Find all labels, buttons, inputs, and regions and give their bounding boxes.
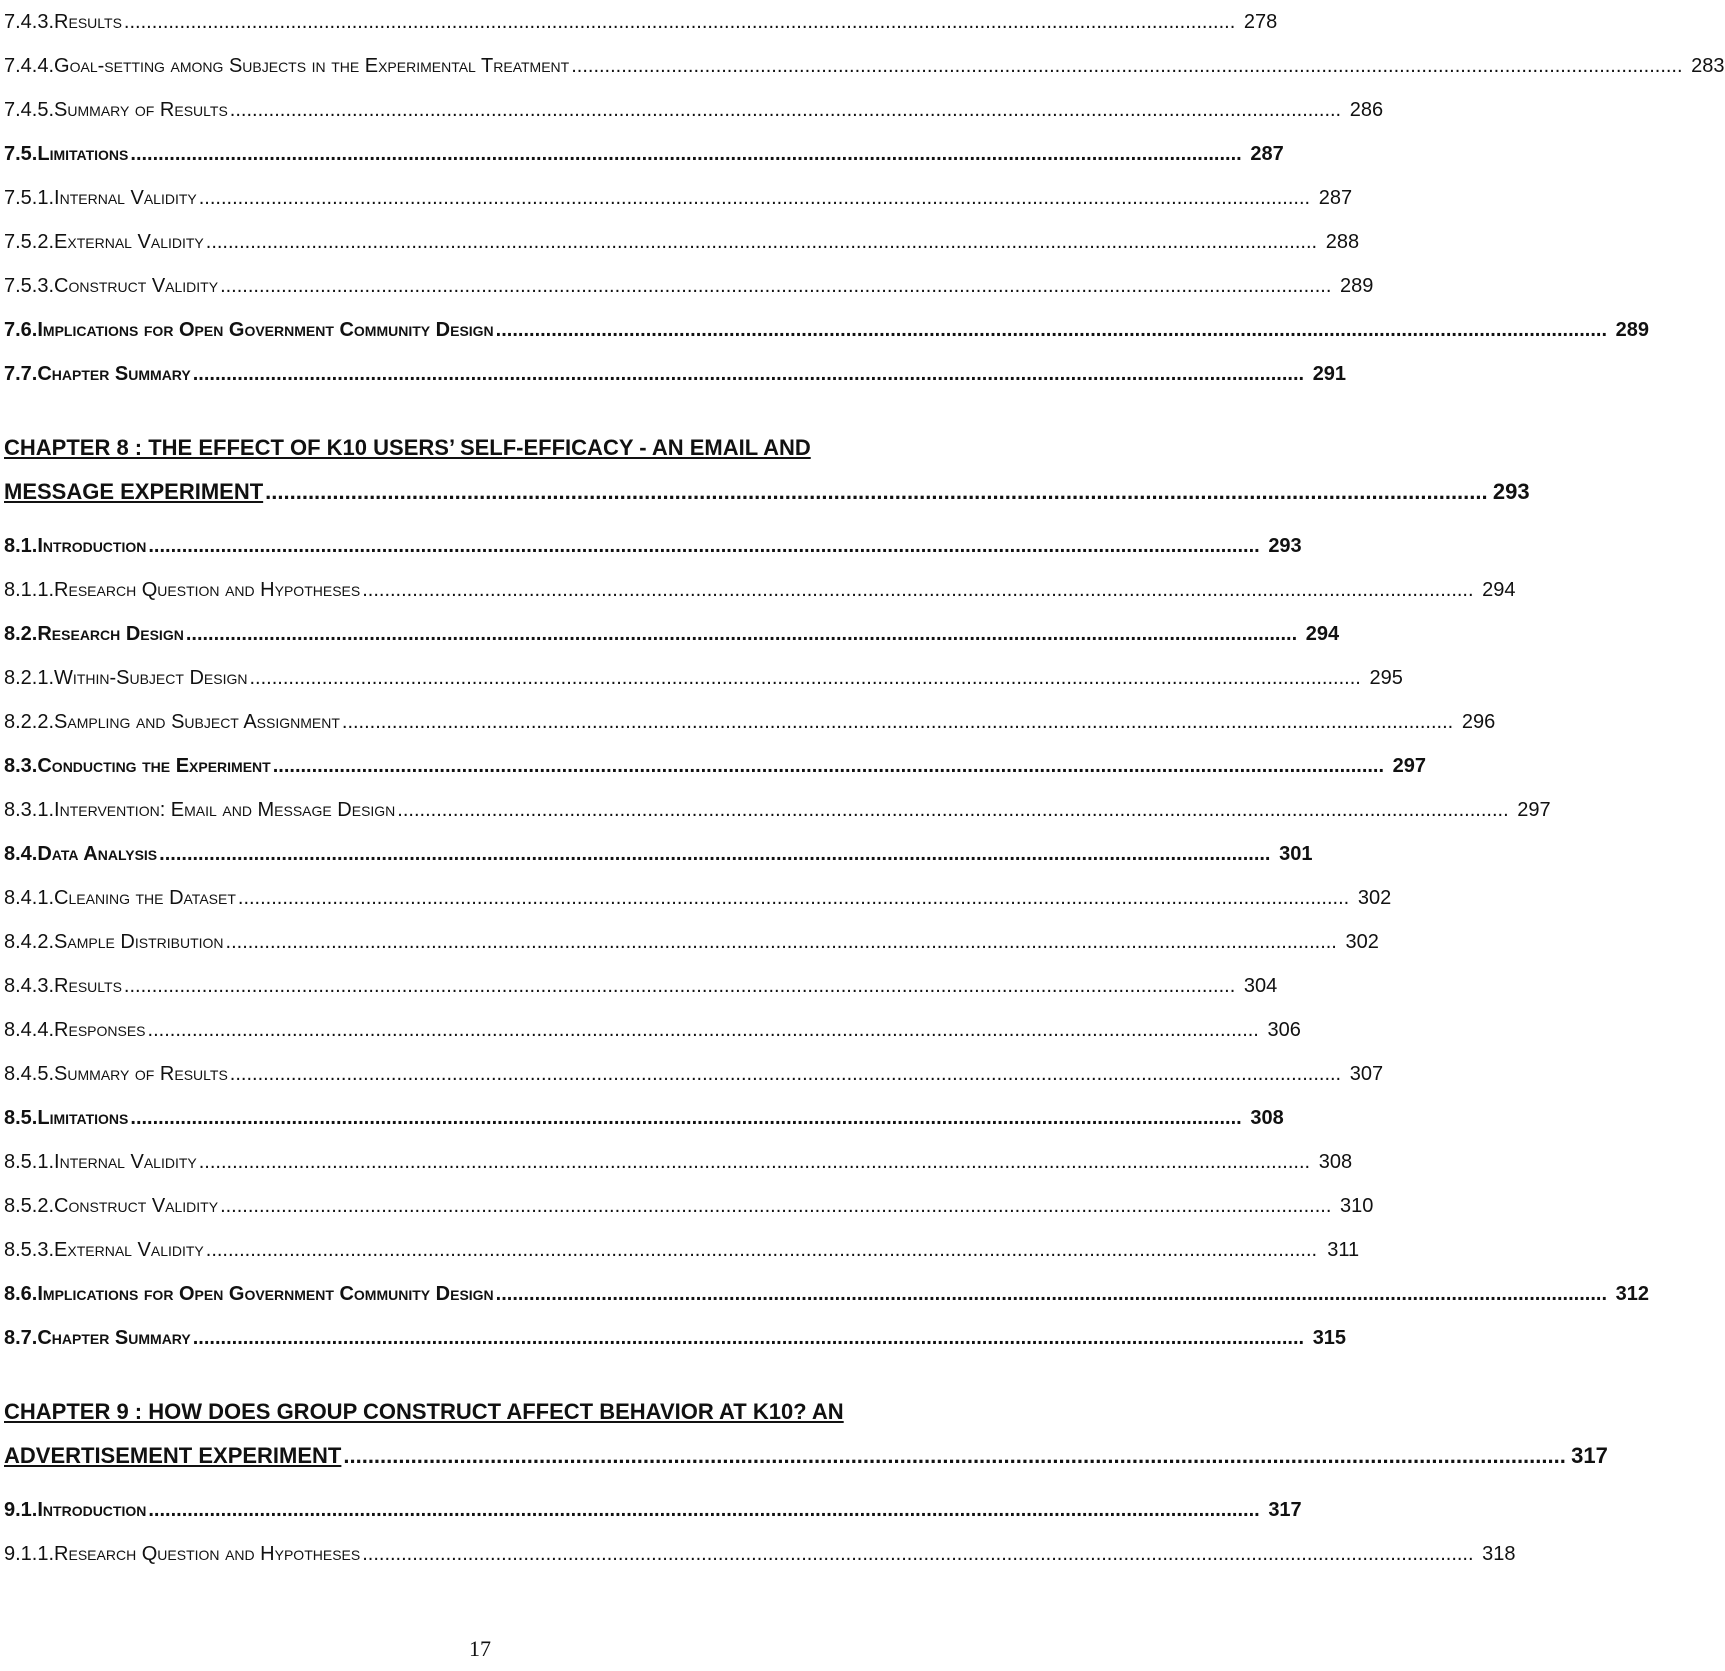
toc-entry[interactable] — [4, 1228, 1360, 1272]
toc-entry[interactable] — [4, 1316, 1347, 1360]
page-ref: 295 — [1369, 667, 1403, 689]
dot-leader: ........................................................................................................................................................................................................ — [198, 187, 1311, 209]
dot-leader: ........................................................................................................................................................................................................ — [192, 1327, 1305, 1349]
section-number: 7.4.4. — [4, 55, 55, 77]
page-ref: 283 — [1691, 55, 1725, 77]
section-title: Internal Validity — [54, 1151, 197, 1173]
toc-entry[interactable] — [4, 1140, 1353, 1184]
dot-leader: ........................................................................................................................................................................................................ — [220, 275, 1332, 297]
page-ref: 302 — [1345, 931, 1379, 953]
page-ref: 289 — [1340, 275, 1374, 297]
section-title: Introduction — [37, 535, 147, 557]
chapter-8-title-line1[interactable]: CHAPTER 8 : THE EFFECT OF K10 USERS’ SELF-EFFICACY - AN EMAIL AND — [4, 435, 811, 460]
dot-leader: ........................................................................................................................................................................................................ — [148, 1499, 1260, 1521]
dot-leader: ........................................................................................................................................................................................................ — [225, 931, 1337, 953]
section-number: 8.4.1. — [4, 887, 55, 909]
section-title: Sample Distribution — [54, 931, 224, 953]
section-title: Summary of Results — [54, 99, 228, 121]
toc-entry[interactable] — [4, 352, 1347, 396]
toc-entry[interactable] — [4, 832, 1313, 876]
toc-entry[interactable] — [4, 220, 1360, 264]
section-title: Summary of Results — [54, 1063, 228, 1085]
dot-leader: ........................................................................................................................................................................................................ — [495, 1283, 1607, 1305]
dot-leader: ........................................................................................................................................................................................................ — [192, 363, 1305, 385]
page-ref: 286 — [1349, 99, 1384, 121]
page-ref: 308 — [1250, 1107, 1284, 1129]
page-ref: 287 — [1318, 187, 1353, 209]
chapter-title: MESSAGE EXPERIMENT — [4, 479, 264, 504]
section-number: 8.5. — [4, 1107, 38, 1129]
toc-group-chapter-9 — [4, 1488, 1516, 1576]
section-number: 8.5.2. — [4, 1195, 55, 1217]
section-number: 7.5.3. — [4, 275, 55, 297]
dot-leader: ........................................................................................................................................................................................................ — [341, 711, 1454, 733]
section-title: Chapter Summary — [37, 1327, 191, 1349]
dot-leader: ........................................................................................................................................................................................................ — [362, 579, 1474, 601]
page-ref: 317 — [1571, 1443, 1608, 1468]
dot-leader: ........................................................................................................................................................................................................ — [130, 1107, 1242, 1129]
section-number: 8.6. — [4, 1283, 38, 1305]
page-ref: 294 — [1305, 623, 1340, 645]
section-number: 8.2.2. — [4, 711, 55, 733]
section-title: Construct Validity — [54, 1195, 219, 1217]
page-ref: 294 — [1482, 579, 1516, 601]
section-title: Limitations — [37, 1107, 129, 1129]
toc-entry[interactable] — [4, 700, 1496, 744]
section-number: 7.5. — [4, 143, 38, 165]
chapter-8-heading[interactable] — [4, 426, 1530, 514]
page-ref: 318 — [1482, 1543, 1516, 1565]
toc-entry[interactable] — [4, 964, 1278, 1008]
page-ref: 315 — [1312, 1327, 1347, 1349]
dot-leader: ........................................................................................................................................................................................................ — [159, 843, 1271, 865]
section-number: 8.4.2. — [4, 931, 55, 953]
section-number: 8.4.4. — [4, 1019, 55, 1041]
section-number: 8.4.5. — [4, 1063, 55, 1085]
section-number: 8.1. — [4, 535, 38, 557]
page-ref: 287 — [1250, 143, 1284, 165]
section-number: 7.6. — [4, 319, 38, 341]
section-title: Results — [54, 975, 122, 997]
toc-entry[interactable] — [4, 0, 1278, 44]
chapter-9-title-line2[interactable] — [4, 1434, 1608, 1478]
section-number: 7.5.2. — [4, 231, 55, 253]
chapter-8-title-line2[interactable] — [4, 470, 1530, 514]
section-title: Goal-setting among Subjects in the Experimental Treatment — [54, 55, 570, 77]
toc-entry[interactable] — [4, 1052, 1384, 1096]
toc-entry[interactable] — [4, 308, 1649, 352]
toc-entry[interactable] — [4, 876, 1392, 920]
section-title: Construct Validity — [54, 275, 219, 297]
section-title: Intervention: Email and Message Design — [54, 799, 396, 821]
page-ref: 297 — [1392, 755, 1427, 777]
section-title: Conducting the Experiment — [37, 755, 271, 777]
dot-leader: ........................................................................................................................................................................................................ — [205, 1239, 1318, 1261]
section-title: External Validity — [54, 1239, 204, 1261]
section-title: Implications for Open Government Community Design — [37, 1283, 494, 1305]
toc-entry[interactable] — [4, 1488, 1302, 1532]
toc-entry[interactable] — [4, 176, 1353, 220]
page-ref: 288 — [1325, 231, 1360, 253]
toc-entry[interactable] — [4, 88, 1384, 132]
section-number: 8.3. — [4, 755, 38, 777]
page-ref: 301 — [1279, 843, 1313, 865]
dot-leader: ........................................................................................................................................................................................................ — [130, 143, 1242, 165]
dot-leader: ........................................................................................................................................................................................................ — [272, 755, 1385, 777]
section-number: 7.7. — [4, 363, 38, 385]
dot-leader: ........................................................................................................................................................................................................ — [571, 55, 1683, 77]
dot-leader: ........................................................................................................................................................................................................ — [229, 1063, 1342, 1085]
toc-entry[interactable] — [4, 524, 1302, 568]
page-ref: 312 — [1615, 1283, 1649, 1305]
toc-group-chapter-7 — [4, 0, 1725, 396]
toc-entry[interactable] — [4, 568, 1516, 612]
section-number: 8.5.1. — [4, 1151, 55, 1173]
section-title: Research Design — [37, 623, 184, 645]
section-number: 8.4. — [4, 843, 38, 865]
toc-entry[interactable] — [4, 1184, 1374, 1228]
section-title: Responses — [54, 1019, 146, 1041]
section-number: 9.1.1. — [4, 1543, 55, 1565]
dot-leader: ........................................................................................................................................................................................................ — [362, 1543, 1474, 1565]
toc-entry[interactable] — [4, 132, 1284, 176]
dot-leader: ........................................................................................................................................................................................................ — [220, 1195, 1332, 1217]
section-title: Introduction — [37, 1499, 147, 1521]
toc-entry[interactable] — [4, 656, 1403, 700]
toc-entry[interactable] — [4, 612, 1340, 656]
page-ref: 304 — [1243, 975, 1278, 997]
page-ref: 307 — [1349, 1063, 1384, 1085]
page-ref: 296 — [1461, 711, 1496, 733]
section-number: 8.3.1. — [4, 799, 55, 821]
page-ref: 291 — [1312, 363, 1347, 385]
page-ref: 289 — [1615, 319, 1649, 341]
page-ref: 297 — [1517, 799, 1551, 821]
table-of-contents — [4, 0, 1725, 1576]
section-number: 7.5.1. — [4, 187, 55, 209]
section-number: 8.2.1. — [4, 667, 55, 689]
section-title: Internal Validity — [54, 187, 197, 209]
section-title: Cleaning the Dataset — [54, 887, 236, 909]
page-ref: 293 — [1492, 479, 1530, 504]
toc-entry[interactable] — [4, 788, 1551, 832]
toc-entry[interactable] — [4, 1272, 1649, 1316]
page-ref: 278 — [1243, 11, 1278, 33]
section-number: 9.1. — [4, 1499, 38, 1521]
dot-leader: ........................................................................................................................................................................................................ — [495, 319, 1607, 341]
section-title: Sampling and Subject Assignment — [54, 711, 340, 733]
page-ref: 302 — [1357, 887, 1392, 909]
dot-leader: ........................................................................................................................................................................................................ — [397, 799, 1509, 821]
section-number: 8.2. — [4, 623, 38, 645]
page-ref: 306 — [1267, 1019, 1301, 1041]
toc-entry[interactable] — [4, 1008, 1301, 1052]
toc-entry[interactable] — [4, 920, 1379, 964]
section-title: Chapter Summary — [37, 363, 191, 385]
section-title: Research Question and Hypotheses — [54, 579, 361, 601]
dot-leader: ........................................................................................................................................................................................................ — [205, 231, 1318, 253]
chapter-9-heading[interactable] — [4, 1390, 1608, 1478]
toc-group-chapter-8 — [4, 524, 1649, 1360]
section-title: Within-Subject Design — [54, 667, 248, 689]
section-title: External Validity — [54, 231, 204, 253]
section-number: 7.4.3. — [4, 11, 55, 33]
dot-leader: ........................................................................................................................................................................................................ — [265, 479, 1488, 504]
dot-leader: ........................................................................................................................................................................................................ — [229, 99, 1342, 121]
dot-leader: ........................................................................................................................................................................................................ — [237, 887, 1350, 909]
toc-entry[interactable] — [4, 44, 1725, 88]
section-title: Implications for Open Government Community Design — [37, 319, 494, 341]
dot-leader: ........................................................................................................................................................................................................ — [148, 535, 1260, 557]
chapter-9-title-line1[interactable]: CHAPTER 9 : HOW DOES GROUP CONSTRUCT AFFECT BEHAVIOR AT K10? AN — [4, 1399, 844, 1424]
section-number: 8.7. — [4, 1327, 38, 1349]
page-ref: 317 — [1268, 1499, 1302, 1521]
section-number: 8.4.3. — [4, 975, 55, 997]
dot-leader: ........................................................................................................................................................................................................ — [123, 975, 1236, 997]
dot-leader: ........................................................................................................................................................................................................ — [185, 623, 1298, 645]
page-ref: 311 — [1327, 1239, 1360, 1261]
dot-leader: ........................................................................................................................................................................................................ — [123, 11, 1236, 33]
section-number: 8.1.1. — [4, 579, 55, 601]
dot-leader: ........................................................................................................................................................................................................ — [343, 1443, 1566, 1468]
chapter-title: ADVERTISEMENT EXPERIMENT — [4, 1443, 342, 1468]
page-ref: 310 — [1340, 1195, 1374, 1217]
toc-entry[interactable] — [4, 1532, 1516, 1576]
dot-leader: ........................................................................................................................................................................................................ — [198, 1151, 1311, 1173]
dot-leader: ........................................................................................................................................................................................................ — [147, 1019, 1259, 1041]
section-title: Results — [54, 11, 122, 33]
dot-leader: ........................................................................................................................................................................................................ — [249, 667, 1361, 689]
section-number: 8.5.3. — [4, 1239, 55, 1261]
section-title: Data Analysis — [37, 843, 158, 865]
toc-entry[interactable] — [4, 264, 1374, 308]
page-number: 17 — [469, 1636, 491, 1661]
page-ref: 293 — [1268, 535, 1302, 557]
section-title: Limitations — [37, 143, 129, 165]
page-ref: 308 — [1318, 1151, 1353, 1173]
toc-entry[interactable] — [4, 1096, 1284, 1140]
toc-entry[interactable] — [4, 744, 1427, 788]
section-title: Research Question and Hypotheses — [54, 1543, 361, 1565]
section-number: 7.4.5. — [4, 99, 55, 121]
